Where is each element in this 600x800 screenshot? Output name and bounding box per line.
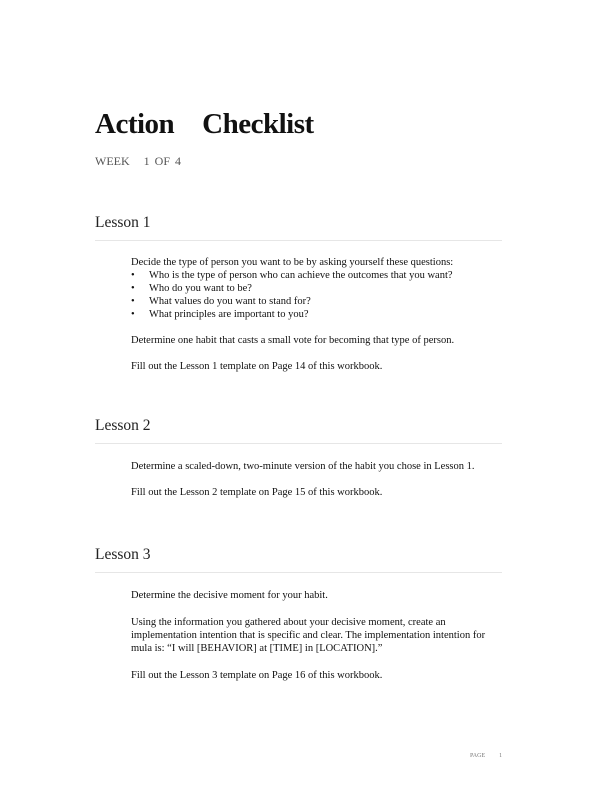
week-indicator <box>95 154 181 169</box>
lesson-3-moment-text: Determine the decisive moment for your habit. <box>131 590 328 601</box>
list-item: • Who is the type of person who can achieve the outcomes that you want? <box>131 270 453 281</box>
lesson-3-intention-text <box>131 616 506 655</box>
lesson-2-habit-text: Determine a scaled-down, two-minute version of the habit you chose in Lesson 1. <box>131 461 475 472</box>
title-word-checklist: Checklist <box>202 108 314 140</box>
week-of: OF <box>154 154 170 168</box>
week-total: 4 <box>175 154 181 168</box>
footer-page-number: 1 <box>499 753 503 759</box>
week-current: 1 <box>143 154 150 168</box>
title-word-action: Action <box>95 108 175 140</box>
lesson-3-intention-line-1: Using the information you gathered about your decisive moment, create an <box>131 617 446 628</box>
footer-page-label: PAGE <box>470 753 486 759</box>
lesson-3-intention-line-3: mula is: “I will [BEHAVIOR] at [TIME] in [LOCATION].” <box>131 643 383 654</box>
bullet-icon: • <box>131 296 135 307</box>
page-title <box>95 108 314 141</box>
lesson-3-heading: Lesson 3 <box>95 546 151 563</box>
lesson-1-content <box>131 256 506 321</box>
lesson-3-intention-line-2: implementation intention that is specific and clear. The implementation intention for <box>131 630 486 641</box>
lesson-2-template-text: Fill out the Lesson 2 template on Page 15 of this workbook. <box>131 487 383 498</box>
lesson-1-question-list <box>131 269 506 321</box>
bullet-icon: • <box>131 283 135 294</box>
week-label: WEEK <box>95 154 130 168</box>
lesson-1-heading: Lesson 1 <box>95 214 151 231</box>
lesson-3-divider <box>95 572 502 573</box>
lesson-2-heading: Lesson 2 <box>95 417 151 434</box>
list-item: • What values do you want to stand for? <box>131 296 311 307</box>
page-footer <box>470 753 502 759</box>
bullet-icon: • <box>131 270 135 281</box>
bullet-icon: • <box>131 309 135 320</box>
lesson-1-habit-text: Determine one habit that casts a small vote for becoming that type of person. <box>131 335 455 346</box>
lesson-1-divider <box>95 240 502 241</box>
lesson-1-intro: Decide the type of person you want to be by asking yourself these questions: <box>131 257 454 268</box>
lesson-3-template-text: Fill out the Lesson 3 template on Page 16 of this workbook. <box>131 670 383 681</box>
list-item: • Who do you want to be? <box>131 283 252 294</box>
list-item: • What principles are important to you? <box>131 309 309 320</box>
lesson-2-divider <box>95 443 502 444</box>
lesson-1-template-text: Fill out the Lesson 1 template on Page 14 of this workbook. <box>131 361 383 372</box>
